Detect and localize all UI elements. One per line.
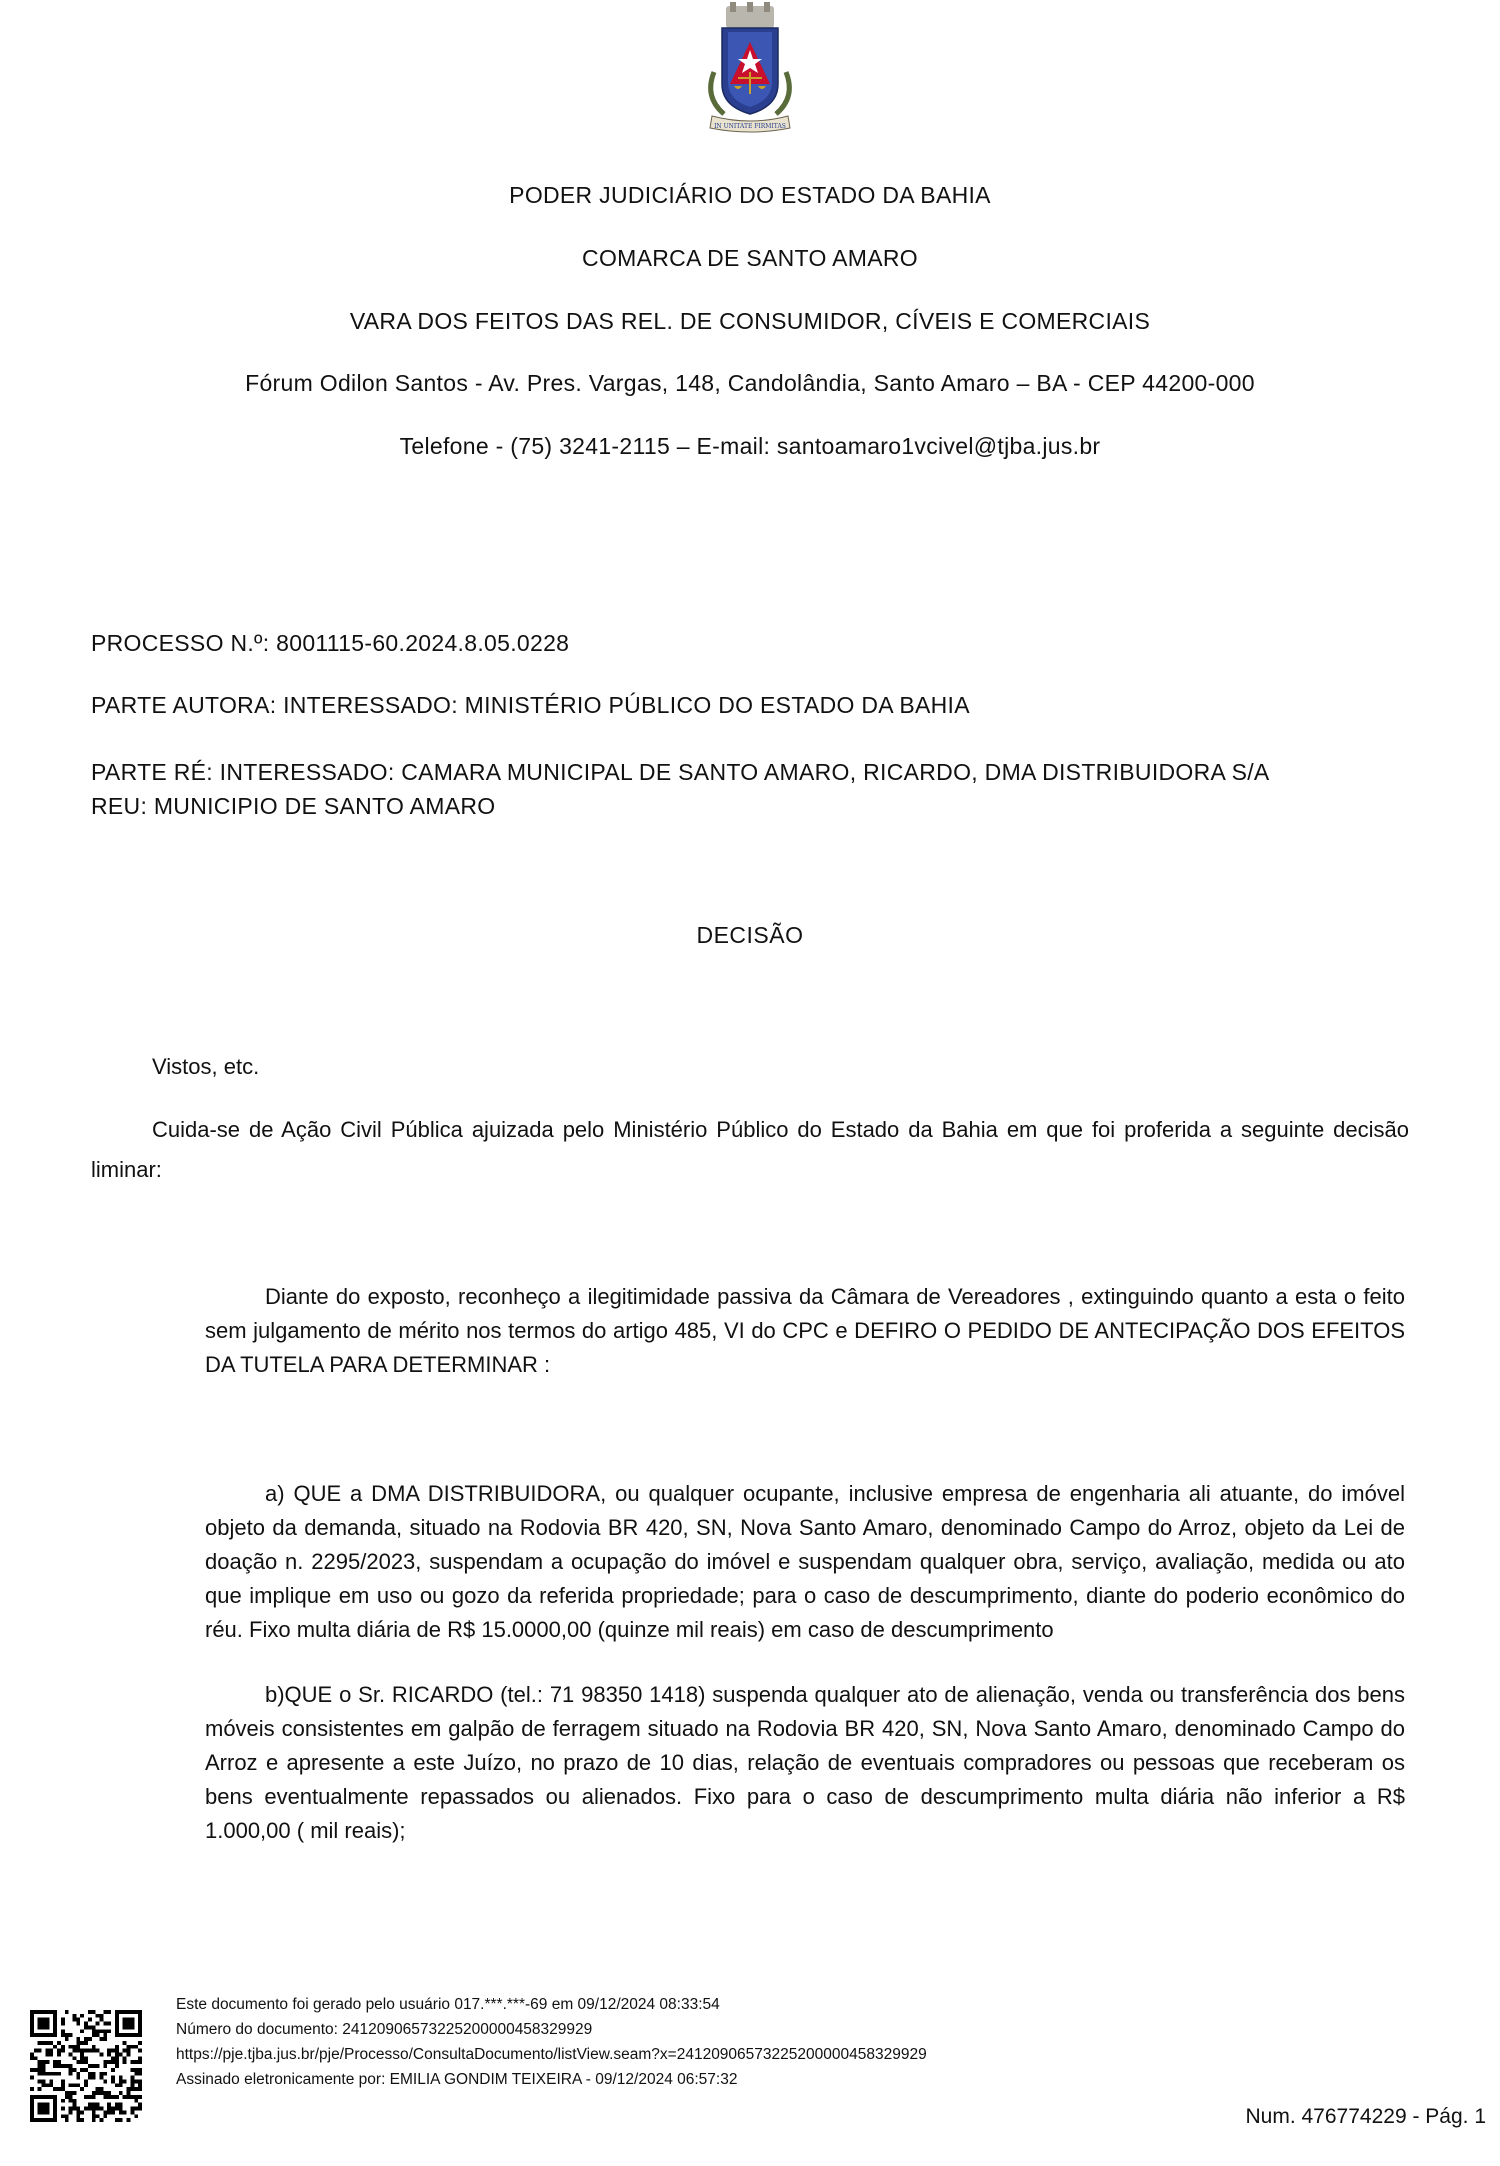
process-number: PROCESSO N.º: 8001115-60.2024.8.05.0228: [91, 630, 570, 656]
quoted-decision-paragraph: Diante do exposto, reconheço a ilegitimidade passiva da Câmara de Vereadores , extinguindo quanto a esta o feito sem julgamento de mérito nos termos do artigo 485, VI do CPC e DEFIRO O PEDIDO DE ANTECIPAÇÃO DOS EFEITOS DA TUTELA PARA DETERMINAR :: [205, 1284, 1405, 1377]
body-intro-paragraph: Cuida-se de Ação Civil Pública ajuizada pelo Ministério Público do Estado da Bahia em que foi proferida a seguinte decisão liminar:: [91, 1117, 1409, 1182]
header-address: Fórum Odilon Santos - Av. Pres. Vargas, 148, Candolândia, Santo Amaro – BA - CEP 44200-000: [245, 370, 1255, 396]
header-vara: VARA DOS FEITOS DAS REL. DE CONSUMIDOR, CÍVEIS E COMERCIAIS: [349, 308, 1151, 334]
document-title: DECISÃO: [696, 922, 804, 948]
coat-of-arms-logo: [700, 2, 800, 136]
page-number: Num. 476774229 - Pág. 1: [1245, 2105, 1486, 2128]
svg-text:IN UNITATE FIRMITAS: IN UNITATE FIRMITAS: [714, 123, 786, 130]
footer-metadata: [176, 1992, 927, 2092]
quoted-item-b: b)QUE o Sr. RICARDO (tel.: 71 98350 1418) suspenda qualquer ato de alienação, venda ou transferência dos bens móveis consistentes em galpão de ferragem situado na Rodovia BR 420, SN, Nova Santo Amaro, denominado Campo do Arroz e apresente a este Juízo, no prazo de 10 dias, relação de eventuais compradores ou pessoas que receberam os bens eventualmente repassados ou alienados. Fixo para o caso de descumprimento multa diária não inferior a R$ 1.000,00 ( mil reais);: [205, 1682, 1405, 1843]
defendant-block: [91, 755, 1270, 823]
footer-signature: Assinado eletronicamente por: EMILIA GONDIM TEIXEIRA - 09/12/2024 06:57:32: [176, 2071, 738, 2088]
defendant-line-2: REU: MUNICIPIO DE SANTO AMARO: [91, 793, 496, 819]
qr-code-icon: [30, 2010, 142, 2122]
header-contact: Telefone - (75) 3241-2115 – E-mail: santoamaro1vcivel@tjba.jus.br: [399, 433, 1101, 459]
footer-url[interactable]: https://pje.tjba.jus.br/pje/Processo/ConsultaDocumento/listView.seam?x=24120906573225200000458329929: [176, 2046, 927, 2063]
body-vistos: Vistos, etc.: [152, 1054, 260, 1079]
defendant-line: PARTE RÉ: INTERESSADO: CAMARA MUNICIPAL DE SANTO AMARO, RICARDO, DMA DISTRIBUIDORA S/A: [91, 759, 1270, 785]
footer-document-number: Número do documento: 24120906573225200000458329929: [176, 2021, 593, 2038]
footer-generated-by: Este documento foi gerado pelo usuário 017.***.***-69 em 09/12/2024 08:33:54: [176, 1996, 720, 2013]
plaintiff-line: PARTE AUTORA: INTERESSADO: MINISTÉRIO PÚBLICO DO ESTADO DA BAHIA: [91, 692, 970, 718]
quoted-item-a: a) QUE a DMA DISTRIBUIDORA, ou qualquer ocupante, inclusive empresa de engenharia ali atuante, do imóvel objeto da demanda, situado na Rodovia BR 420, SN, Nova Santo Amaro, denominado Campo do Arroz, objeto da Lei de doação n. 2295/2023, suspendam a ocupação do imóvel e suspendam qualquer obra, serviço, avaliação, medida ou ato que implique em uso ou gozo da referida propriedade; para o caso de descumprimento, diante do poderio econômico do réu. Fixo multa diária de R$ 15.0000,00 (quinze mil reais) em caso de descumprimento: [205, 1481, 1405, 1642]
header-court-name: PODER JUDICIÁRIO DO ESTADO DA BAHIA: [509, 182, 991, 208]
header-comarca: COMARCA DE SANTO AMARO: [582, 245, 918, 271]
